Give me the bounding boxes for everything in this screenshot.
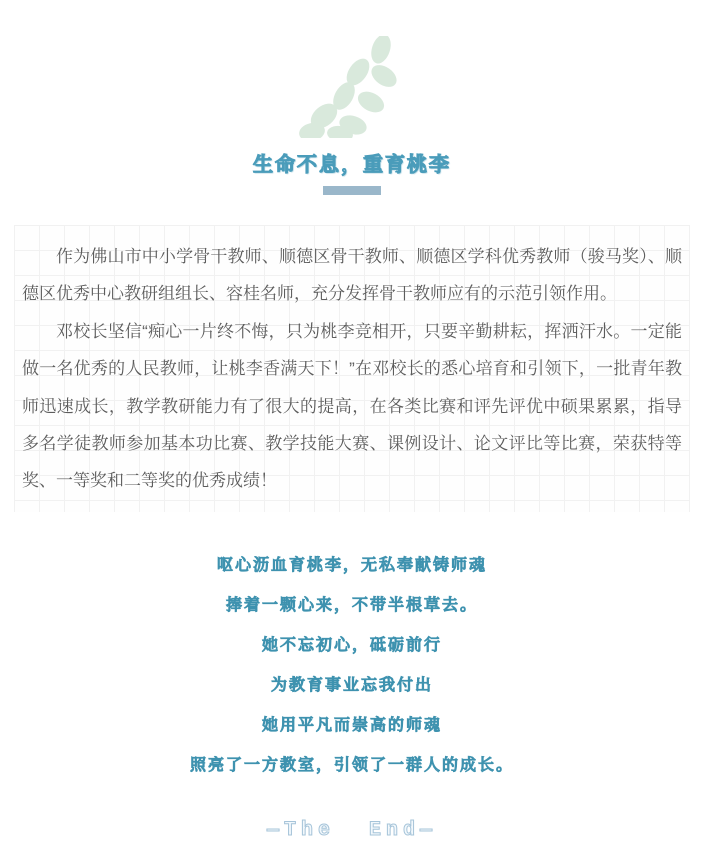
leaf-sprig-icon — [298, 36, 406, 138]
poem-line: 她不忘初心，砥砺前行 — [261, 636, 442, 654]
article-paragraph: 作为佛山市中小学骨干教师、顺德区骨干教师、顺德区学科优秀教师（骏马奖）、顺德区优秀中心教研组组长、容桂名师，充分发挥骨干教师应有的示范引领作用。 — [22, 247, 682, 304]
header-decoration — [0, 0, 704, 138]
poem-line: 捧着一颗心来，不带半根草去。 — [225, 596, 478, 614]
poem-line: 照亮了一方教室，引领了一群人的成长。 — [189, 756, 514, 774]
title-underline-bar — [323, 186, 381, 195]
article-body — [14, 225, 690, 512]
poem-line: 为教育事业忘我付出 — [270, 676, 433, 694]
article-paragraph: 邓校长坚信“痴心一片终不悔，只为桃李竞相开，只要辛勤耕耘，挥洒汗水。一定能做一名优秀的人民教师，让桃李香满天下！”在邓校长的悉心培育和引领下，一批青年教师迅速成长，教学教研能力有了很大的提高，在各类比赛和评先评优中硕果累累，指导多名学徒教师参加基本功比赛、教学技能大赛、课例设计、论文评比等比赛，荣获特等奖、一等奖和二等奖的优秀成绩！ — [22, 321, 682, 491]
page-title: 生命不息，重育桃李 — [253, 154, 451, 176]
poem-section — [0, 546, 704, 786]
poem-line: 她用平凡而崇高的师魂 — [261, 716, 442, 734]
poem-line: 呕心沥血育桃李，无私奉献铸师魂 — [216, 556, 487, 574]
the-end-label: —The End— — [266, 818, 438, 842]
